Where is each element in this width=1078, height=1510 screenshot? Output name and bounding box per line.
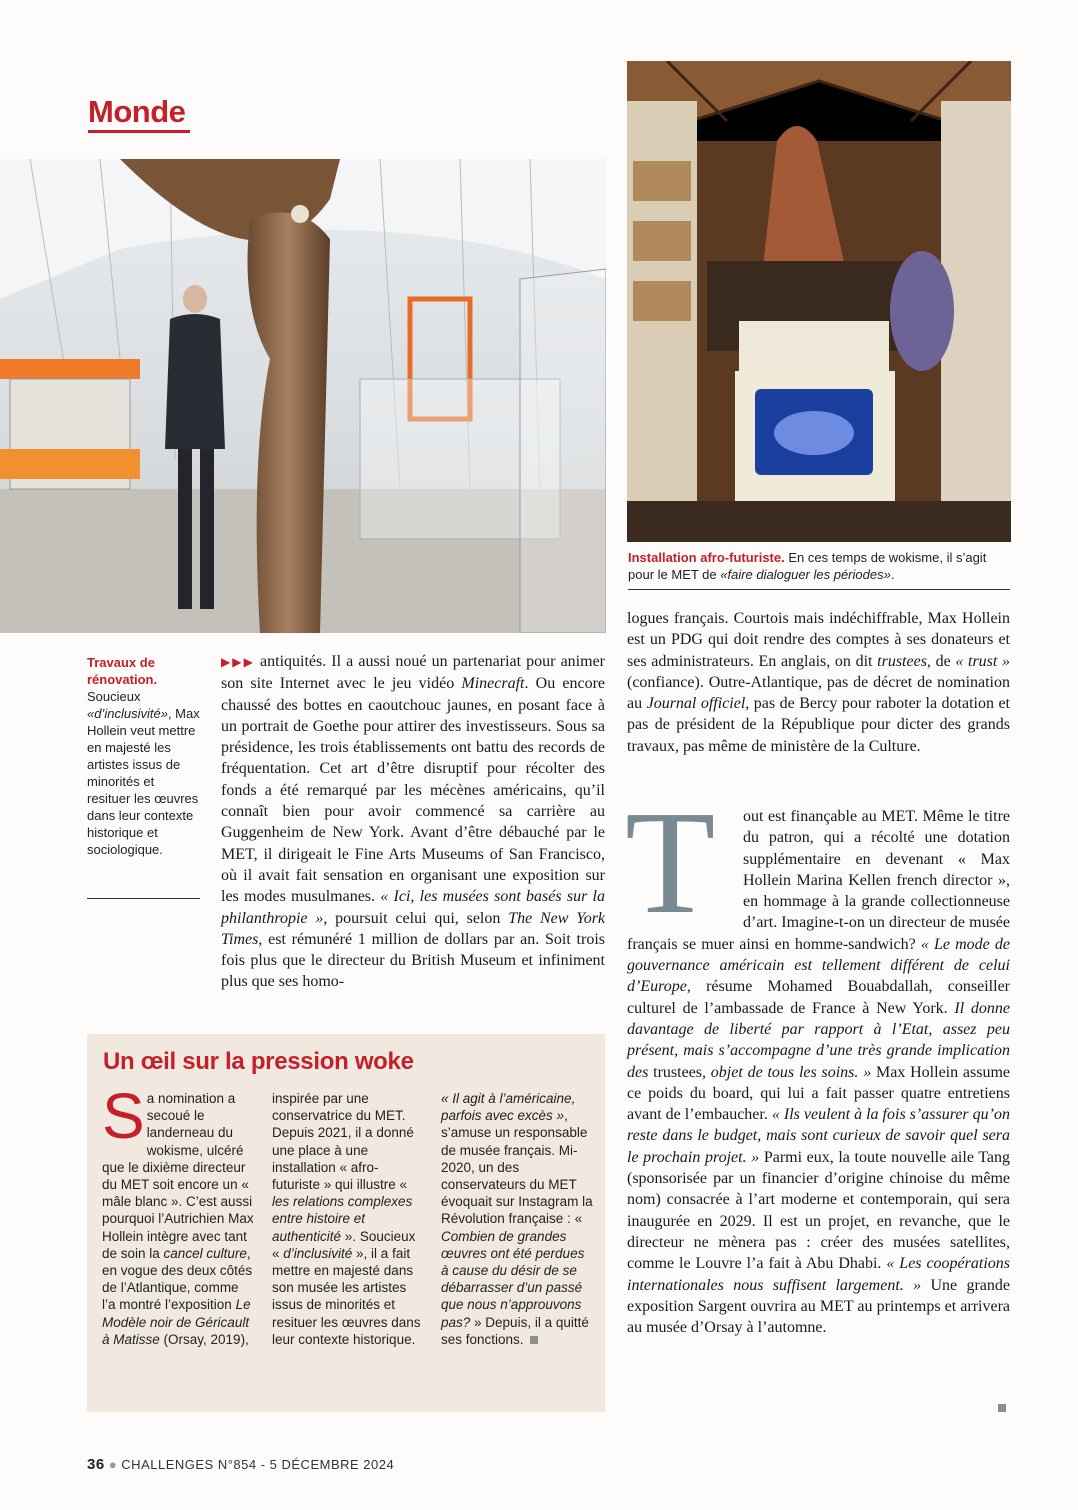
article-text: , de xyxy=(926,652,956,670)
page-number: 36 xyxy=(87,1456,105,1473)
article-italic: Minecraft xyxy=(461,675,525,693)
page-footer xyxy=(87,1456,394,1473)
sidebar-text: » Depuis, il a quitté ses fonctions. xyxy=(441,1314,589,1347)
article-text: , poursuit celui qui, selon xyxy=(323,909,509,927)
caption-left-lead: Travaux de rénovation. xyxy=(87,655,158,687)
article-text: out est finançable au MET. Même le titre du patron, qui a récolté une dotation supplémentaire en devenant « Max Hollein Marina Kellen french director », en hommage à la grande collectionneuse d’art. Imagine-t-on un directeur de musée français se muer ainsi en homme-sandwich? xyxy=(627,808,1010,953)
article-quote: , objet de tous les soins. » xyxy=(702,1063,872,1081)
section-title: Monde xyxy=(88,94,186,129)
article-quote: « Ici, les musées sont basés sur la philanthropie » xyxy=(221,888,605,927)
sidebar-text: inspirée par une conservatrice du MET. Depuis 2021, il a donné une place à une installation « afro-futuriste » qui illustre « xyxy=(272,1091,414,1193)
article-italic: The New York Times xyxy=(221,909,606,948)
article-quote: « Le mode de gouvernance américain est tellement différent de celui d’Europe xyxy=(627,935,1010,996)
photo-renovation xyxy=(0,159,606,633)
article-text: , résume Mohamed Bouabdallah, conseiller culturel de l’ambassade de France à New York. xyxy=(627,978,1010,1017)
sidebar-italic: Combien de grandes œuvres ont été perdues à cause du désir de se débarrasser d’un passé que nous n’approuvons pas? xyxy=(441,1228,585,1330)
caption-left xyxy=(87,654,200,858)
sidebar-text: », il a fait mettre en majesté dans son musée les artistes issus de minorités et resituer les œuvres dans leur contexte historique. xyxy=(272,1245,421,1347)
sidebar-column-2 xyxy=(272,1090,424,1348)
sidebar-italic: cancel culture xyxy=(163,1245,247,1261)
article-column-right-top xyxy=(627,608,1010,757)
article-italic: trustees xyxy=(877,652,927,670)
continuation-arrows-icon: ▶▶▶ xyxy=(221,655,255,669)
article-text: . Ou encore chaussé des bottes en caoutchouc jaunes, en posant face à un portrait de Goethe pour attirer des investisseurs. Sous sa présidence, les trois établissements ont battu des records de fréquentation. Cet art d’être disruptif pour récolter des fonds a été remarqué par les mécènes américains, qu’il connaît bien pour avoir commencé sa carrière au Guggenheim de New York. Avant d’être débauché par le MET, il dirigeait le Fine Arts Museums of San Francisco, où il avait fait sensation en organisant une exposition sur les modes musulmanes. xyxy=(221,675,606,906)
article-text: trustees xyxy=(653,1063,702,1081)
sidebar-text: ». Soucieux « xyxy=(272,1228,416,1261)
end-mark-icon xyxy=(998,1404,1006,1412)
dropcap-t: T xyxy=(625,781,716,945)
caption-right-text-a: En ces temps de wokisme, il s’agit pour le MET de xyxy=(628,550,987,582)
section-underline xyxy=(88,130,190,133)
caption-right xyxy=(628,549,1010,583)
article-text: , est rémunéré 1 million de dollars par an. Soit trois fois plus que le directeur du British Museum et infiniment plus que ses homo- xyxy=(221,930,605,991)
end-mark-icon xyxy=(530,1336,538,1344)
article-text: antiquités. Il a aussi noué un partenariat pour animer son site Internet avec le jeu vidéo xyxy=(221,653,606,693)
article-text: Parmi eux, la toute nouvelle aile Tang (sponsorisée par un financier d’origine chinoise du même nom) consacrée à l’art moderne et contemporain, qui sera inaugurée en 2029. Il est un projet, en revanche, que le directeur ne mènera pas : créer des musées satellites, comme le Louvre l’a fait à Abu Dhabi. xyxy=(627,1148,1011,1273)
footer-magazine: CHALLENGES N°854 - 5 DÉCEMBRE 2024 xyxy=(121,1457,395,1472)
caption-left-text-a: Soucieux xyxy=(87,689,141,704)
caption-left-rule xyxy=(87,898,200,899)
article-text: logues français. Courtois mais indéchiffrable, Max Hollein est un PDG qui doit rendre des comptes à ses donateurs et ses administrateurs. En anglais, on dit xyxy=(627,610,1010,670)
article-quote: « Les coopérations internationales nous suffisent largement. » xyxy=(627,1255,1010,1294)
sidebar-box-title: Un œil sur la pression woke xyxy=(103,1048,414,1075)
article-column-right-bottom xyxy=(625,781,1011,1338)
article-text: Max Hollein assume ce poids du board, qui lui a fait passer quatre entretiens avant de l’embaucher. xyxy=(627,1063,1011,1124)
footer-dot-icon: ● xyxy=(108,1457,118,1472)
article-italic: « trust » xyxy=(955,652,1011,670)
caption-left-text-b: , Max Hollein veut mettre en majesté les artistes issus de minorités et resituer les œuvres dans leur contexte historique et sociologique. xyxy=(87,706,200,857)
sidebar-text: , s’amuse un responsable de musée français. Mi-2020, un des conservateurs du MET évoquait sur Instagram la Révolution française : « xyxy=(441,1108,593,1227)
photo-installation xyxy=(627,61,1011,542)
sidebar-text: , en vogue des deux côtés de l’Atlantique, comme l’a montré l’exposition xyxy=(102,1245,253,1313)
sidebar-column-1 xyxy=(102,1080,254,1348)
article-quote: « Ils veulent à la fois s’assurer qu’on reste dans le budget, mais sont curieux de savoir quel sera le prochain projet. » xyxy=(627,1106,1010,1166)
article-italic: Journal officiel xyxy=(646,695,746,713)
caption-right-lead: Installation afro-futuriste. xyxy=(628,550,785,565)
article-text: , pas de Bercy pour raboter la dotation et pas de président de la République pour dicter des grands travaux, pas même de ministère de la Culture. xyxy=(627,695,1011,755)
article-column-middle xyxy=(221,651,605,993)
sidebar-text: a nomination a secoué le landerneau du wokisme, ulcéré que le dixième directeur du MET soit encore un « mâle blanc ». C’est aussi pourquoi l’Autrichien Max Hollein intègre avec tant de soin la xyxy=(102,1091,254,1261)
sidebar-italic: d’inclusivité xyxy=(283,1245,353,1261)
caption-right-text-b: . xyxy=(890,567,895,582)
article-text: Une grande exposition Sargent ouvrira au MET au printemps et arrivera au musée d’Orsay à l’automne. xyxy=(627,1276,1011,1337)
sidebar-column-3 xyxy=(441,1090,595,1348)
article-text: (confiance). Outre-Atlantique, pas de décret de nomination au xyxy=(627,673,1010,713)
caption-right-rule xyxy=(628,589,1010,590)
article-quote: Il donne davantage de liberté par rapport à l’Etat, assez peu présent, mais s’accompagne d’une très grande implication des xyxy=(627,999,1010,1081)
caption-right-quote: «faire dialoguer les périodes» xyxy=(720,567,891,582)
sidebar-italic: « Il agit à l’américaine, parfois avec excès » xyxy=(441,1091,576,1124)
sidebar-italic: Le Modèle noir de Géricault à Matisse xyxy=(102,1297,251,1347)
sidebar-text: (Orsay, 2019), xyxy=(159,1331,249,1347)
caption-left-quote: «d’inclusivité» xyxy=(87,706,168,721)
sidebar-italic: les relations complexes entre histoire et authenticité xyxy=(272,1194,413,1244)
dropcap-s: S xyxy=(102,1080,145,1152)
